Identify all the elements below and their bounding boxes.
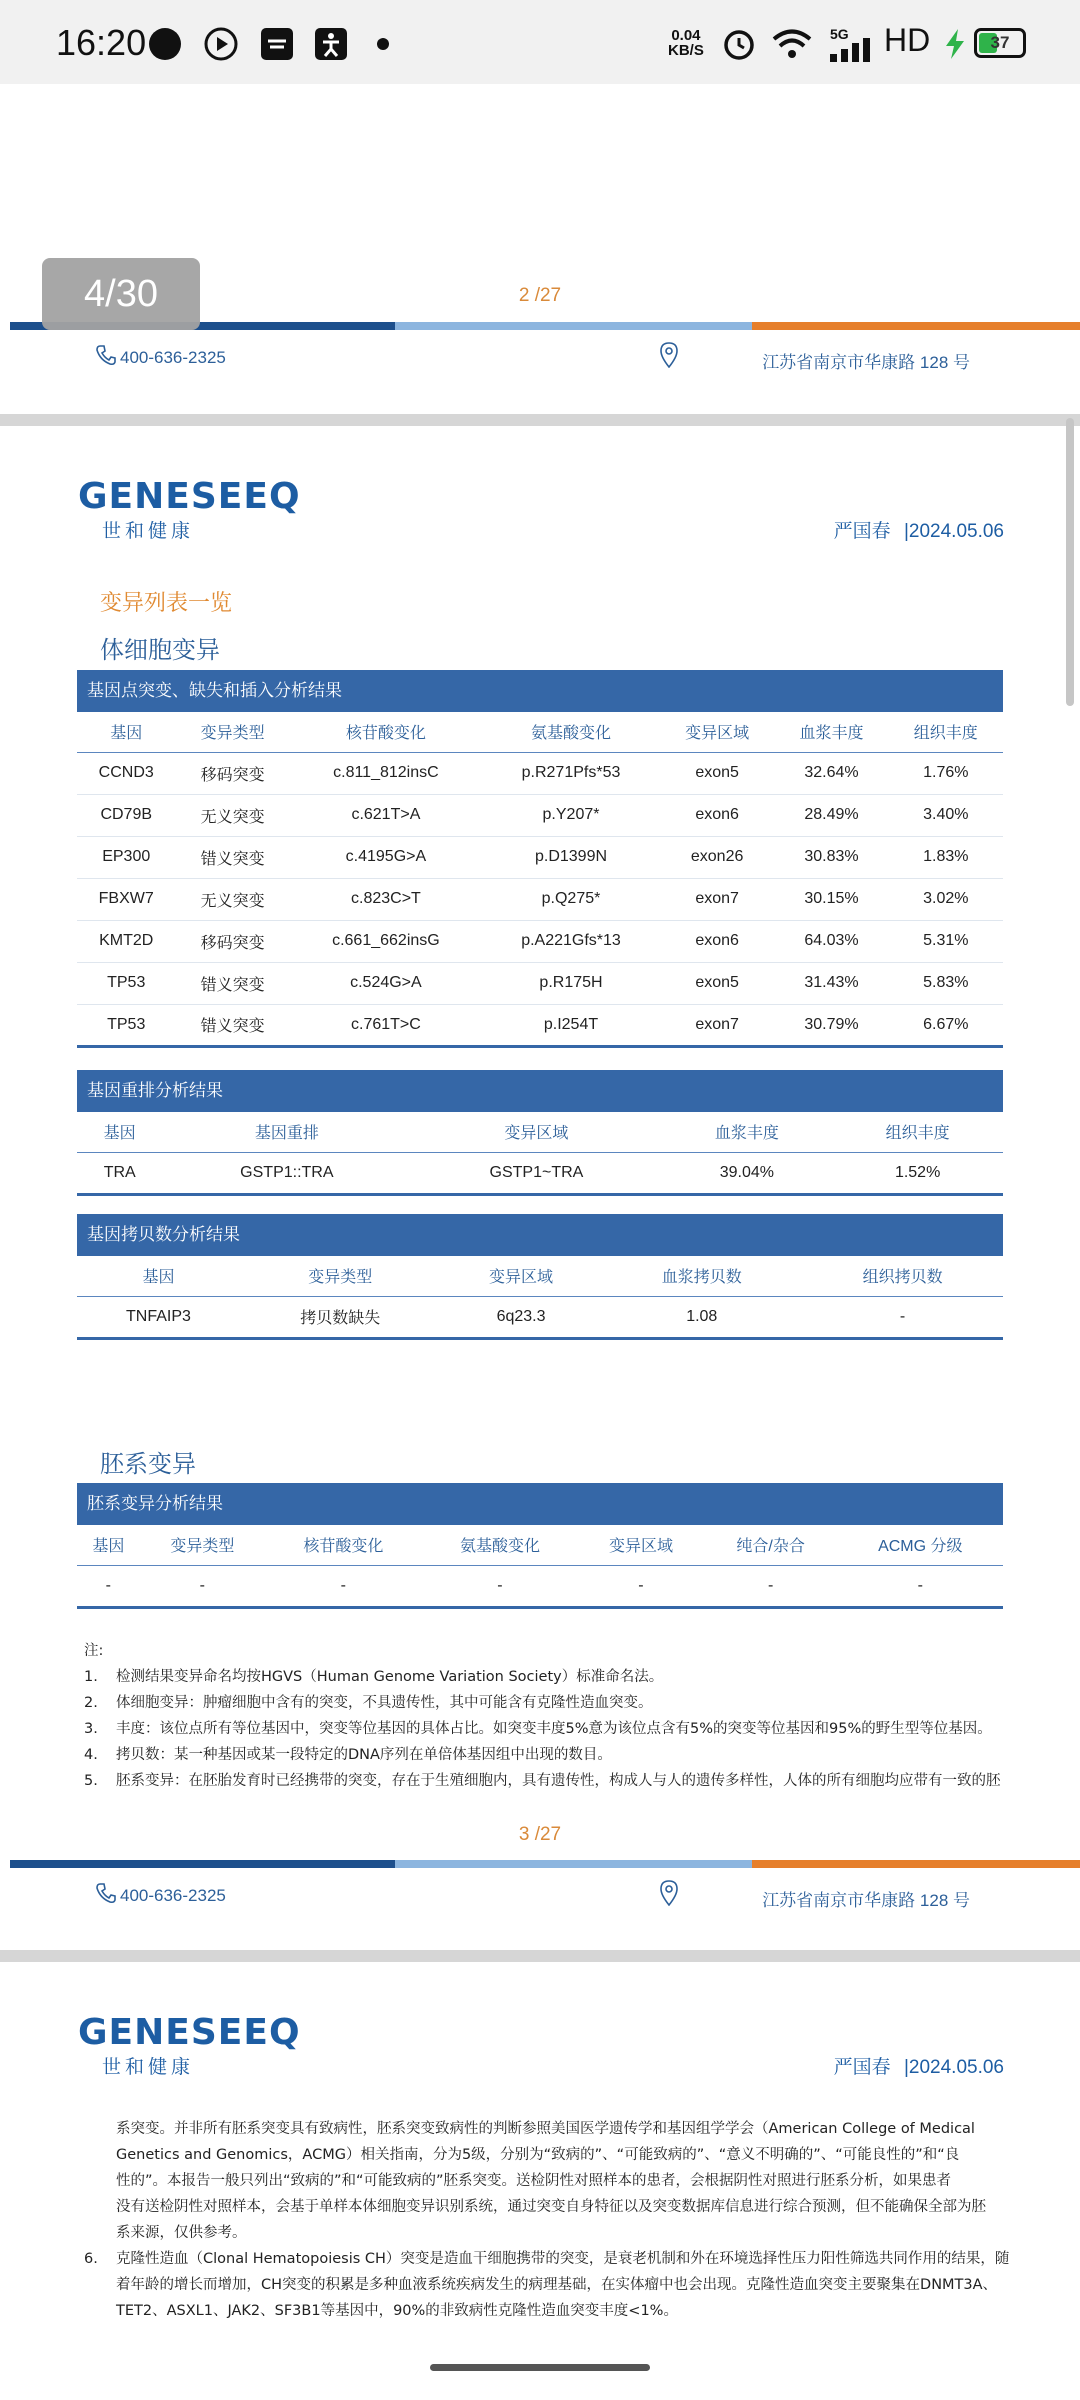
text-line: 性的”。本报告一般只列出“致病的”和“可能致病的”胚系突变。送检阴性对照样本的患者，会根据阴性对照进行胚系分析，如果患者 bbox=[116, 2173, 952, 2189]
table-cell: - bbox=[578, 1565, 703, 1607]
table-row bbox=[77, 1296, 1003, 1338]
note-text: 体细胞变异：肿瘤细胞中含有的突变，不具遗传性，其中可能含有克隆性造血突变。 bbox=[116, 1695, 653, 1711]
table-row bbox=[77, 962, 1003, 1004]
column-header: 变异类型 bbox=[140, 1525, 265, 1565]
text-line: 着年龄的增长而增加，CH突变的积累是多种血液系统疾病发生的病理基础，在实体瘤中也会出现。克隆性造血突变主要聚集在DNMT3A、 bbox=[116, 2277, 998, 2293]
note-number: 2. bbox=[84, 1695, 98, 1711]
table-cell: 错义突变 bbox=[175, 1004, 289, 1046]
column-header: 核苷酸变化 bbox=[265, 1525, 422, 1565]
table-cell: c.621T>A bbox=[290, 794, 482, 836]
text-line: 系来源，仅供参考。 bbox=[116, 2225, 247, 2241]
table-cell: p.Q275* bbox=[482, 878, 660, 920]
page-number: 2 /27 bbox=[518, 285, 562, 306]
charging-icon bbox=[938, 27, 972, 61]
table-cell: CCND3 bbox=[77, 752, 175, 794]
table-cell: p.R271Pfs*53 bbox=[482, 752, 660, 794]
column-header: 基因重排 bbox=[162, 1112, 411, 1152]
table-cell: c.524G>A bbox=[290, 962, 482, 1004]
table-cell: exon5 bbox=[660, 962, 774, 1004]
column-header: 组织丰度 bbox=[832, 1112, 1003, 1152]
table-cell: TNFAIP3 bbox=[77, 1296, 240, 1338]
table-cell: exon5 bbox=[660, 752, 774, 794]
table-cell: EP300 bbox=[77, 836, 175, 878]
table-cell: 拷贝数缺失 bbox=[240, 1296, 441, 1338]
germline-table-title: 胚系变异分析结果 bbox=[77, 1483, 1003, 1525]
table-cell: exon7 bbox=[660, 878, 774, 920]
column-header: ACMG 分级 bbox=[838, 1525, 1003, 1565]
note-text: 丰度：该位点所有等位基因中，突变等位基因的具体占比。如突变丰度5%意为该位点含有5%的突变等位基因和95%的野生型等位基因。 bbox=[116, 1721, 992, 1737]
table-cell: TP53 bbox=[77, 1004, 175, 1046]
table-cell: KMT2D bbox=[77, 920, 175, 962]
table-cell: - bbox=[422, 1565, 579, 1607]
table-cell: - bbox=[140, 1565, 265, 1607]
table-cell: c.761T>C bbox=[290, 1004, 482, 1046]
logo-chinese: 世和健康 bbox=[101, 520, 194, 542]
column-header: 基因 bbox=[77, 712, 175, 752]
column-header: 氨基酸变化 bbox=[422, 1525, 579, 1565]
cnv-table bbox=[77, 1256, 1003, 1340]
status-bar bbox=[0, 0, 1080, 84]
table-row bbox=[77, 1152, 1003, 1194]
table-cell: exon7 bbox=[660, 1004, 774, 1046]
note-text: 胚系变异：在胚胎发育时已经携带的突变，存在于生殖细胞内，具有遗传性，构成人与人的遗传多样性，人体的所有细胞均应带有一致的胚 bbox=[116, 1773, 1001, 1789]
fusion-table bbox=[77, 1112, 1003, 1196]
column-header: 血浆丰度 bbox=[774, 712, 888, 752]
note-item bbox=[84, 1716, 1004, 1742]
table-cell: FBXW7 bbox=[77, 878, 175, 920]
table-header-row bbox=[77, 712, 1003, 752]
table-cell: - bbox=[802, 1296, 1003, 1338]
snv-table-title: 基因点突变、缺失和插入分析结果 bbox=[77, 670, 1003, 712]
scrollbar-thumb[interactable] bbox=[1066, 418, 1074, 706]
table-cell: 31.43% bbox=[774, 962, 888, 1004]
column-header: 组织丰度 bbox=[889, 712, 1003, 752]
wifi-icon bbox=[772, 27, 812, 61]
table-cell: CD79B bbox=[77, 794, 175, 836]
home-indicator[interactable] bbox=[430, 2364, 650, 2371]
net-speed-value: 0.04 bbox=[671, 27, 701, 44]
column-header: 变异区域 bbox=[660, 712, 774, 752]
table-cell: exon26 bbox=[660, 836, 774, 878]
table-cell: 5.83% bbox=[889, 962, 1003, 1004]
table-cell: p.I254T bbox=[482, 1004, 660, 1046]
page-footer bbox=[0, 1878, 1080, 1918]
table-cell: c.4195G>A bbox=[290, 836, 482, 878]
fitness-icon bbox=[314, 27, 348, 61]
snv-table bbox=[77, 712, 1003, 1048]
table-row bbox=[77, 794, 1003, 836]
fusion-table-title: 基因重排分析结果 bbox=[77, 1070, 1003, 1112]
table-cell: 无义突变 bbox=[175, 794, 289, 836]
table-row bbox=[77, 1004, 1003, 1046]
column-header: 基因 bbox=[77, 1525, 140, 1565]
column-header: 基因 bbox=[77, 1112, 162, 1152]
note-number: 5. bbox=[84, 1773, 98, 1789]
table-cell: 1.52% bbox=[832, 1152, 1003, 1194]
net-speed bbox=[668, 28, 704, 58]
text-line: Genetics and Genomics，ACMG）相关指南，分为5级，分别为“致病的”、“可能致病的”、“意义不明确的”、“可能良性的”和“良 bbox=[116, 2147, 960, 2163]
table-header-row bbox=[77, 1112, 1003, 1152]
table-row bbox=[77, 878, 1003, 920]
table-cell: TRA bbox=[77, 1152, 162, 1194]
table-cell: 无义突变 bbox=[175, 878, 289, 920]
signal-icon bbox=[830, 38, 872, 62]
note-item bbox=[84, 1664, 1004, 1690]
table-cell: 5.31% bbox=[889, 920, 1003, 962]
page-gap bbox=[0, 414, 1080, 426]
note-number: 3. bbox=[84, 1721, 98, 1737]
note-number: 6. bbox=[84, 2251, 98, 2267]
note-number: 4. bbox=[84, 1747, 98, 1763]
table-cell: 30.79% bbox=[774, 1004, 888, 1046]
column-header: 核苷酸变化 bbox=[290, 712, 482, 752]
page-footer bbox=[0, 340, 1080, 380]
logo-chinese: 世和健康 bbox=[101, 2056, 194, 2078]
table-cell: p.D1399N bbox=[482, 836, 660, 878]
notes-title: 注: bbox=[84, 1643, 104, 1659]
note-item bbox=[84, 1768, 1004, 1794]
footer-address: 江苏省南京市华康路 128 号 bbox=[762, 1891, 970, 1910]
more-dot-icon bbox=[376, 37, 390, 51]
table-cell: c.811_812insC bbox=[290, 752, 482, 794]
cnv-table-title: 基因拷贝数分析结果 bbox=[77, 1214, 1003, 1256]
page-gap bbox=[0, 1950, 1080, 1962]
text-line: 克隆性造血（Clonal Hematopoiesis CH）突变是造血干细胞携带的突变，是衰老机制和外在环境选择性压力阳性筛选共同作用的结果，随 bbox=[116, 2251, 1010, 2267]
section-title-germline: 胚系变异 bbox=[100, 1450, 196, 1478]
hd-label: HD bbox=[884, 22, 931, 58]
table-cell: 错义突变 bbox=[175, 962, 289, 1004]
geneseeq-logo bbox=[78, 476, 301, 542]
patient-name: 严国春 bbox=[833, 521, 891, 542]
table-cell: - bbox=[838, 1565, 1003, 1607]
column-header: 血浆拷贝数 bbox=[601, 1256, 802, 1296]
table-cell: 30.15% bbox=[774, 878, 888, 920]
germline-table bbox=[77, 1525, 1003, 1609]
column-header: 组织拷贝数 bbox=[802, 1256, 1003, 1296]
footer-phone[interactable]: 400-636-2325 bbox=[120, 348, 226, 367]
table-row bbox=[77, 752, 1003, 794]
section-title-somatic: 体细胞变异 bbox=[100, 636, 220, 664]
table-cell: - bbox=[265, 1565, 422, 1607]
note-item-6 bbox=[84, 2246, 1010, 2324]
table-cell: 6.67% bbox=[889, 1004, 1003, 1046]
table-cell: 错义突变 bbox=[175, 836, 289, 878]
table-cell: p.Y207* bbox=[482, 794, 660, 836]
note-item bbox=[84, 1690, 1004, 1716]
page-number: 3 /27 bbox=[518, 1824, 562, 1845]
page-counter: 4/30 bbox=[42, 258, 200, 330]
footer-address: 江苏省南京市华康路 128 号 bbox=[762, 353, 970, 372]
report-header-info bbox=[834, 2052, 1004, 2079]
note-text: 检测结果变异命名均按HGVS（Human Genome Variation Society）标准命名法。 bbox=[116, 1669, 664, 1685]
table-row bbox=[77, 836, 1003, 878]
text-line: TET2、ASXL1、JAK2、SF3B1等基因中，90%的非致病性克隆性造血突变丰度<1%。 bbox=[116, 2303, 678, 2319]
table-cell: - bbox=[77, 1565, 140, 1607]
table-cell: GSTP1~TRA bbox=[411, 1152, 661, 1194]
table-cell: p.A221Gfs*13 bbox=[482, 920, 660, 962]
table-cell: 32.64% bbox=[774, 752, 888, 794]
note-item bbox=[84, 1742, 1004, 1768]
notification-dot-icon bbox=[148, 27, 182, 61]
patient-name: 严国春 bbox=[833, 2057, 891, 2078]
play-icon bbox=[204, 27, 238, 61]
notes-continued bbox=[116, 2116, 996, 2246]
table-cell: 30.83% bbox=[774, 836, 888, 878]
location-icon bbox=[660, 1880, 678, 1906]
phone-icon bbox=[96, 1882, 116, 1904]
column-header: 血浆丰度 bbox=[662, 1112, 833, 1152]
location-icon bbox=[660, 342, 678, 368]
table-cell: 1.76% bbox=[889, 752, 1003, 794]
table-cell: 移码突变 bbox=[175, 752, 289, 794]
footer-color-bar bbox=[10, 1860, 1080, 1868]
table-header-row bbox=[77, 1525, 1003, 1565]
footer-phone[interactable]: 400-636-2325 bbox=[120, 1886, 226, 1905]
table-cell: 6q23.3 bbox=[441, 1296, 602, 1338]
battery-icon bbox=[974, 28, 1026, 58]
battery-level: 37 bbox=[990, 33, 1010, 52]
note-number: 1. bbox=[84, 1669, 98, 1685]
app-icon bbox=[260, 27, 294, 61]
table-cell: - bbox=[704, 1565, 838, 1607]
column-header: 氨基酸变化 bbox=[482, 712, 660, 752]
table-cell: TP53 bbox=[77, 962, 175, 1004]
signal-type: 5G bbox=[830, 26, 849, 42]
report-date: |2024.05.06 bbox=[903, 2057, 1004, 2078]
table-cell: p.R175H bbox=[482, 962, 660, 1004]
column-header: 变异类型 bbox=[240, 1256, 441, 1296]
column-header: 变异类型 bbox=[175, 712, 289, 752]
table-cell: 移码突变 bbox=[175, 920, 289, 962]
logo-wordmark: GENESEEQ bbox=[78, 2012, 301, 2053]
table-cell: exon6 bbox=[660, 794, 774, 836]
table-cell: 28.49% bbox=[774, 794, 888, 836]
column-header: 变异区域 bbox=[411, 1112, 661, 1152]
net-speed-unit: KB/S bbox=[668, 42, 704, 59]
column-header: 基因 bbox=[77, 1256, 240, 1296]
column-header: 变异区域 bbox=[578, 1525, 703, 1565]
table-cell: 64.03% bbox=[774, 920, 888, 962]
report-header-info bbox=[834, 516, 1004, 543]
table-cell: 3.40% bbox=[889, 794, 1003, 836]
table-cell: 1.08 bbox=[601, 1296, 802, 1338]
table-cell: c.661_662insG bbox=[290, 920, 482, 962]
status-time: 16:20 bbox=[56, 22, 147, 63]
report-date: |2024.05.06 bbox=[903, 521, 1004, 542]
table-header-row bbox=[77, 1256, 1003, 1296]
column-header: 变异区域 bbox=[441, 1256, 602, 1296]
table-cell: 3.02% bbox=[889, 878, 1003, 920]
table-cell: 1.83% bbox=[889, 836, 1003, 878]
table-cell: GSTP1::TRA bbox=[162, 1152, 411, 1194]
alarm-icon bbox=[722, 27, 756, 61]
column-header: 纯合/杂合 bbox=[704, 1525, 838, 1565]
table-row bbox=[77, 920, 1003, 962]
text-line: 没有送检阴性对照样本，会基于单样本体细胞变异识别系统，通过突变自身特征以及突变数据库信息进行综合预测，但不能确保全部为胚 bbox=[116, 2199, 986, 2215]
table-cell: exon6 bbox=[660, 920, 774, 962]
table-cell: 39.04% bbox=[662, 1152, 833, 1194]
text-line: 系突变。并非所有胚系突变具有致病性，胚系突变致病性的判断参照美国医学遗传学和基因组学学会（American College of Medical bbox=[116, 2121, 975, 2137]
logo-wordmark: GENESEEQ bbox=[78, 476, 301, 517]
notes-block bbox=[84, 1638, 1004, 1794]
note-text: 拷贝数：某一种基因或某一段特定的DNA序列在单倍体基因组中出现的数目。 bbox=[116, 1747, 612, 1763]
table-row bbox=[77, 1565, 1003, 1607]
geneseeq-logo bbox=[78, 2012, 301, 2078]
phone-icon bbox=[96, 344, 116, 366]
section-title-overview: 变异列表一览 bbox=[100, 591, 233, 616]
table-cell: c.823C>T bbox=[290, 878, 482, 920]
